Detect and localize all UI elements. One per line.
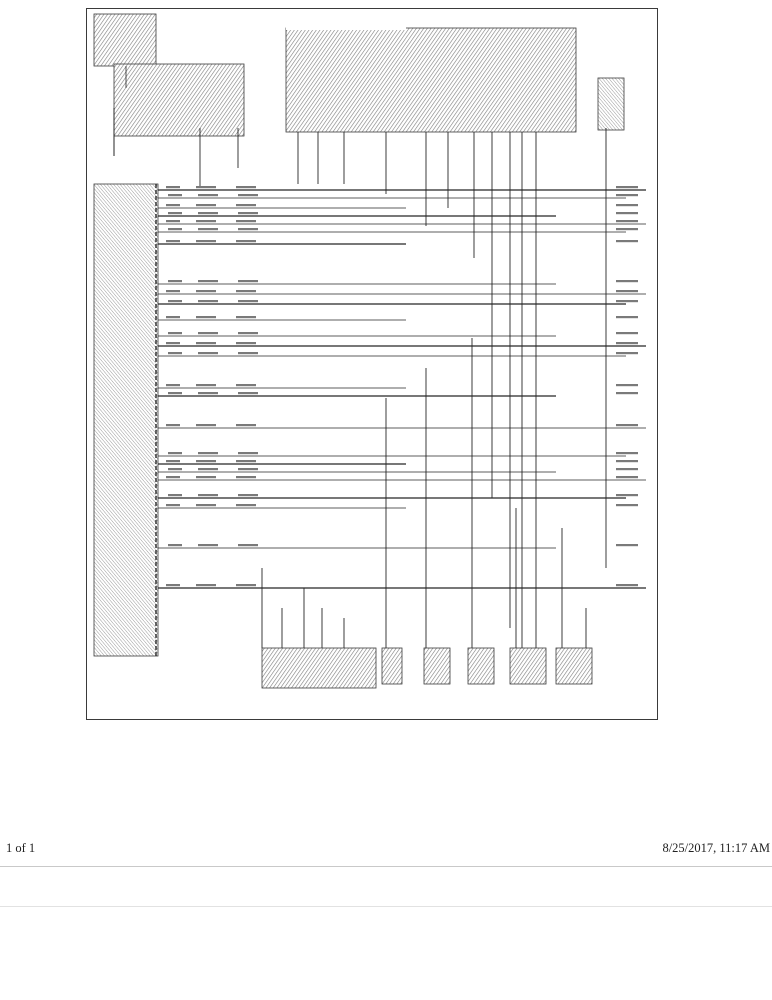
illegible-wire-label bbox=[198, 352, 218, 354]
illegible-wire-color-label bbox=[616, 290, 638, 292]
illegible-wire-label bbox=[166, 220, 180, 222]
illegible-wire-color-label bbox=[616, 384, 638, 386]
illegible-wire-label bbox=[166, 186, 180, 188]
illegible-wire-label bbox=[236, 584, 256, 586]
illegible-wire-label bbox=[238, 494, 258, 496]
illegible-wire-color-label bbox=[616, 186, 638, 188]
illegible-wire-label bbox=[238, 452, 258, 454]
illegible-wire-label bbox=[198, 494, 218, 496]
illegible-wire-label bbox=[196, 342, 216, 344]
illegible-wire-label bbox=[236, 186, 256, 188]
illegible-wire-label bbox=[236, 460, 256, 462]
illegible-wire-color-label bbox=[616, 280, 638, 282]
illegible-wire-color-label bbox=[616, 204, 638, 206]
illegible-wire-label bbox=[238, 392, 258, 394]
illegible-wire-label bbox=[166, 342, 180, 344]
illegible-wire-color-label bbox=[616, 460, 638, 462]
illegible-wire-label bbox=[196, 460, 216, 462]
illegible-wire-label bbox=[198, 280, 218, 282]
illegible-wire-label bbox=[236, 316, 256, 318]
illegible-wire-label bbox=[198, 228, 218, 230]
illegible-wire-color-label bbox=[616, 316, 638, 318]
illegible-wire-label bbox=[238, 228, 258, 230]
illegible-wire-label bbox=[196, 220, 216, 222]
illegible-wire-label bbox=[236, 504, 256, 506]
illegible-wire-label bbox=[166, 240, 180, 242]
illegible-wire-label bbox=[198, 468, 218, 470]
scan-edge-line-lower bbox=[0, 906, 772, 907]
illegible-wire-label bbox=[196, 316, 216, 318]
illegible-wire-label bbox=[196, 240, 216, 242]
illegible-wire-label bbox=[166, 504, 180, 506]
illegible-wire-label bbox=[168, 452, 182, 454]
illegible-wire-label bbox=[238, 352, 258, 354]
illegible-wire-color-label bbox=[616, 342, 638, 344]
illegible-wire-label bbox=[198, 194, 218, 196]
illegible-wire-label bbox=[196, 584, 216, 586]
illegible-wire-color-label bbox=[616, 332, 638, 334]
illegible-wire-label bbox=[168, 194, 182, 196]
illegible-wire-label bbox=[198, 392, 218, 394]
illegible-wire-label bbox=[236, 384, 256, 386]
illegible-wire-label bbox=[236, 290, 256, 292]
illegible-wire-label bbox=[166, 316, 180, 318]
illegible-wire-label bbox=[238, 300, 258, 302]
illegible-wire-label bbox=[168, 212, 182, 214]
illegible-wire-label bbox=[196, 290, 216, 292]
illegible-wire-label bbox=[166, 204, 180, 206]
page-count: 1 of 1 bbox=[6, 841, 36, 855]
illegible-wire-color-label bbox=[616, 544, 638, 546]
illegible-wire-color-label bbox=[616, 494, 638, 496]
illegible-wire-color-label bbox=[616, 504, 638, 506]
illegible-wire-label bbox=[166, 460, 180, 462]
bottom-connectors bbox=[262, 648, 592, 688]
illegible-wire-label bbox=[236, 424, 256, 426]
illegible-wire-label bbox=[166, 384, 180, 386]
illegible-wire-label bbox=[198, 544, 218, 546]
illegible-wire-label bbox=[196, 186, 216, 188]
illegible-wire-label bbox=[238, 280, 258, 282]
illegible-wire-label bbox=[236, 476, 256, 478]
illegible-wire-label bbox=[168, 300, 182, 302]
illegible-wire-color-label bbox=[616, 352, 638, 354]
illegible-wire-label bbox=[196, 424, 216, 426]
illegible-wire-color-label bbox=[616, 424, 638, 426]
illegible-wire-label bbox=[168, 544, 182, 546]
illegible-wire-label bbox=[236, 204, 256, 206]
illegible-wire-label bbox=[238, 468, 258, 470]
illegible-wire-label bbox=[166, 476, 180, 478]
illegible-wire-color-label bbox=[616, 476, 638, 478]
illegible-wire-label bbox=[198, 452, 218, 454]
wiring-diagram bbox=[86, 8, 658, 720]
illegible-wire-label bbox=[168, 352, 182, 354]
illegible-wire-label bbox=[196, 476, 216, 478]
illegible-wire-label bbox=[168, 280, 182, 282]
illegible-wire-color-label bbox=[616, 452, 638, 454]
illegible-wire-label bbox=[196, 384, 216, 386]
illegible-wire-label bbox=[166, 290, 180, 292]
illegible-wire-color-label bbox=[616, 584, 638, 586]
illegible-wire-label bbox=[198, 300, 218, 302]
illegible-wire-color-label bbox=[616, 468, 638, 470]
scan-edge-line bbox=[0, 866, 772, 867]
illegible-wire-color-label bbox=[616, 228, 638, 230]
illegible-wire-color-label bbox=[616, 392, 638, 394]
print-timestamp: 8/25/2017, 11:17 AM bbox=[662, 841, 770, 855]
illegible-wire-label bbox=[238, 544, 258, 546]
illegible-wire-label bbox=[168, 494, 182, 496]
fuse-junction-block bbox=[286, 14, 624, 132]
illegible-wire-color-label bbox=[616, 220, 638, 222]
illegible-wire-color-label bbox=[616, 300, 638, 302]
illegible-wire-label bbox=[198, 212, 218, 214]
illegible-wire-color-label bbox=[616, 240, 638, 242]
illegible-wire-label bbox=[166, 584, 180, 586]
illegible-wire-color-label bbox=[616, 194, 638, 196]
illegible-wire-label bbox=[236, 342, 256, 344]
control-module-block bbox=[94, 184, 158, 656]
illegible-wire-label bbox=[236, 240, 256, 242]
illegible-wire-label bbox=[196, 204, 216, 206]
illegible-wire-label bbox=[196, 504, 216, 506]
illegible-wire-label bbox=[238, 332, 258, 334]
illegible-wire-label bbox=[198, 332, 218, 334]
wiring-diagram-canvas bbox=[86, 8, 658, 720]
illegible-wire-label bbox=[168, 468, 182, 470]
illegible-wire-label bbox=[238, 212, 258, 214]
illegible-wire-label bbox=[238, 194, 258, 196]
illegible-wire-label bbox=[168, 228, 182, 230]
illegible-wire-label bbox=[166, 424, 180, 426]
illegible-wire-color-label bbox=[616, 212, 638, 214]
illegible-wire-label bbox=[236, 220, 256, 222]
illegible-wire-label bbox=[168, 392, 182, 394]
illegible-wire-label bbox=[168, 332, 182, 334]
